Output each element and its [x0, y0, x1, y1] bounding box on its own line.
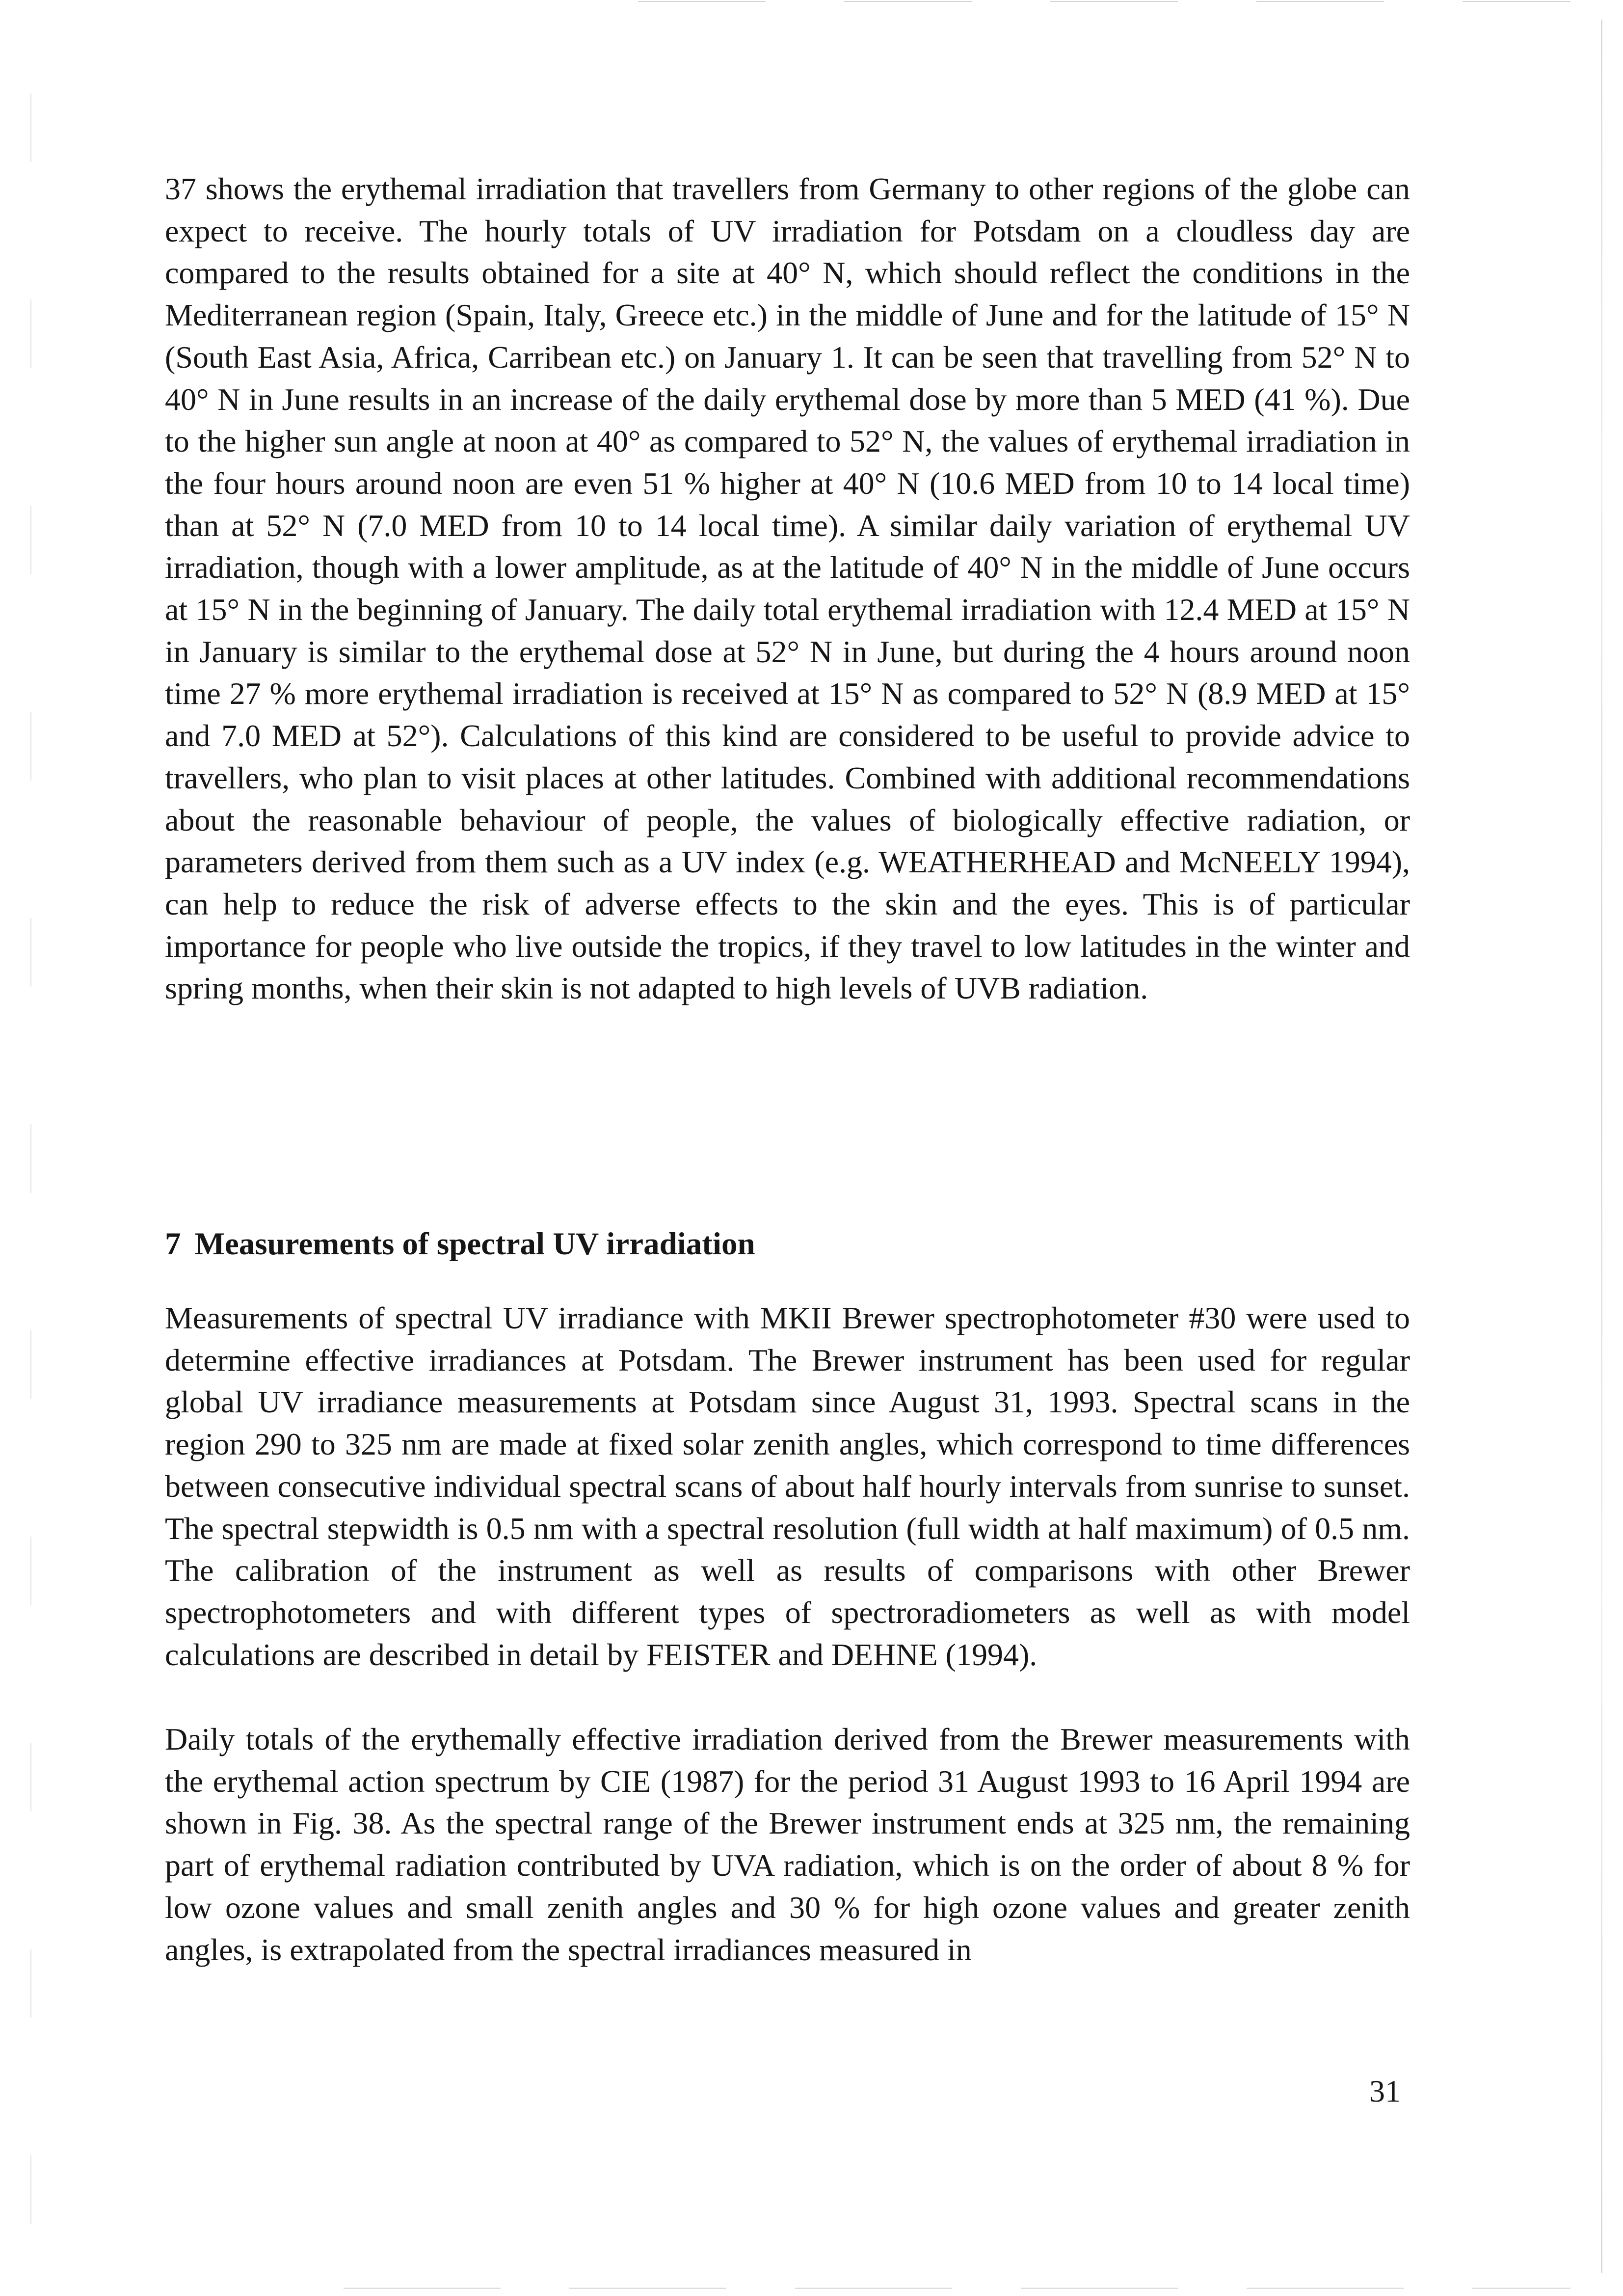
- section-number: 7: [165, 1226, 181, 1262]
- paragraph-daily-totals: Daily totals of the erythemally effective irradiation derived from the Brewer measurements with the erythemal action spectrum by CIE (1987) for the period 31 August 1993 to 16 April 1994 are shown in Fig. 38. As the spectral range of the Brewer instrument ends at 325 nm, the remaining part of erythemal radiation contributed by UVA radiation, which is on the order of about 8 % for low ozone values and small zenith angles and 30 % for high ozone values and greater zenith angles, is extrapolated from the spectral irradiances measured in: [165, 1722, 1410, 1967]
- section-heading: [165, 1223, 755, 1265]
- scan-artifact-right: [1601, 20, 1602, 2273]
- scan-artifact-top: [638, 1, 1570, 2]
- paragraph-brewer-measurements: Measurements of spectral UV irradiance with MKII Brewer spectrophotometer #30 were used to determine effective irradiances at Potsdam. The Brewer instrument has been used for regular global UV irradiance measurements at Potsdam since August 31, 1993. Spectral scans in the region 290 to 325 nm are made at fixed solar zenith angles, which correspond to time differences between consecutive individual spectral scans of about half hourly intervals from sunrise to sunset. The spectral stepwidth is 0.5 nm with a spectral resolution (full width at half maximum) of 0.5 nm. The calibration of the instrument as well as results of comparisons with other Brewer spectrophotometers and with different types of spectroradiometers as well as with model calculations are described in detail by FEISTER and DEHNE (1994).: [165, 1300, 1410, 1672]
- paragraph-travel-erythemal: 37 shows the erythemal irradiation that travellers from Germany to other regions of the globe can expect to receive. The hourly totals of UV irradiation for Potsdam on a cloudless day are compared to the results obtained for a site at 40° N, which should reflect the conditions in the Mediterranean region (Spain, Italy, Greece etc.) in the middle of June and for the latitude of 15° N (South East Asia, Africa, Carribean etc.) on January 1. It can be seen that travelling from 52° N to 40° N in June results in an increase of the daily erythemal dose by more than 5 MED (41 %). Due to the higher sun angle at noon at 40° as compared to 52° N, the values of erythemal irradiation in the four hours around noon are even 51 % higher at 40° N (10.6 MED from 10 to 14 local time) than at 52° N (7.0 MED from 10 to 14 local time). A similar daily variation of erythemal UV irradiation, though with a lower amplitude, as at the latitude of 40° N in the middle of June occurs at 15° N in the beginning of January. The daily total erythemal irradiation with 12.4 MED at 15° N in January is similar to the erythemal dose at 52° N in June, but during the 4 hours around noon time 27 % more erythemal irradiation is received at 15° N as compared to 52° N (8.9 MED at 15° and 7.0 MED at 52°). Calculations of this kind are considered to be useful to provide advice to travellers, who plan to visit places at other latitudes. Combined with additional recommendations about the reasonable behaviour of people, the values of biologically effective radiation, or parameters derived from them such as a UV index (e.g. WEATHERHEAD and McNEELY 1994), can help to reduce the risk of adverse effects to the skin and the eyes. This is of particular importance for people who live outside the tropics, if they travel to low latitudes in the winter and spring months, when their skin is not adapted to high levels of UVB radiation.: [165, 171, 1410, 1006]
- section-title: Measurements of spectral UV irradiation: [194, 1226, 755, 1262]
- page-number: 31: [1369, 2074, 1401, 2108]
- scan-artifact-bottom: [344, 2288, 1570, 2289]
- scan-artifact-left: [30, 93, 31, 2278]
